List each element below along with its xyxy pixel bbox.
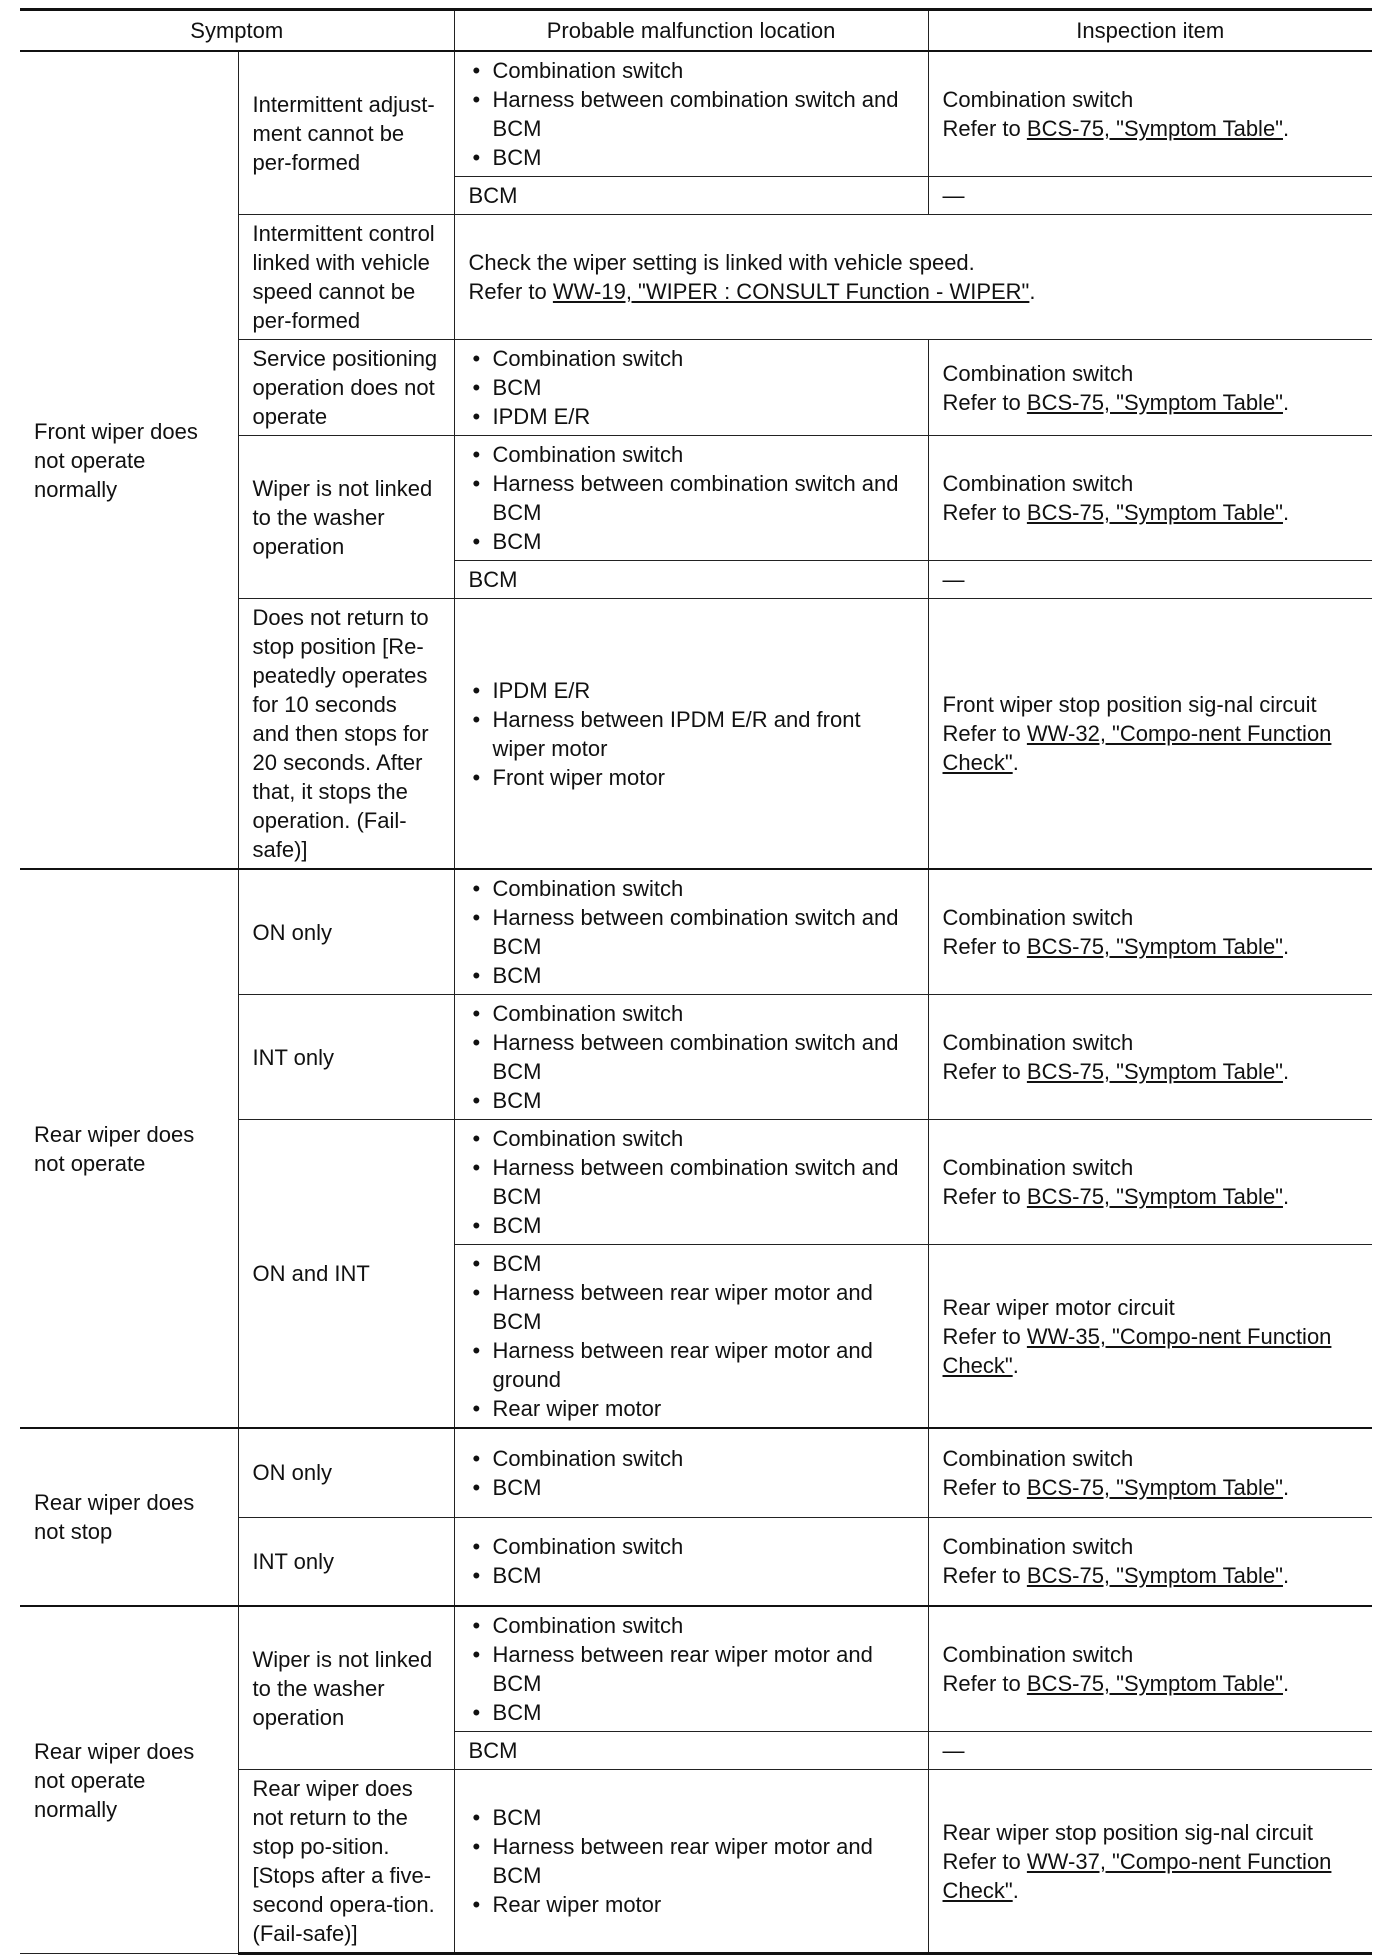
refer-to-text: Refer to — [942, 1848, 1027, 1874]
location-cell: BCM — [454, 177, 928, 215]
bcs75-link[interactable]: BCS-75, "Symptom Table" — [1026, 116, 1283, 141]
header-location: Probable malfunction location — [454, 10, 928, 52]
list-item: • BCM — [469, 1249, 914, 1278]
inspection-cell — [928, 1606, 1372, 1732]
bcs75-link[interactable]: BCS-75, "Symptom Table" — [1026, 500, 1283, 525]
location-cell — [454, 1120, 928, 1245]
refer-to-text: Refer to — [942, 500, 1027, 525]
symptom-stop-position: Does not return to stop position [Re-peatedly operates for 10 seconds and then stops for 20 seconds. After that, it stops the operation. (Fail-safe)] — [238, 599, 454, 870]
dash-cell: — — [928, 177, 1372, 215]
period-text: . — [1282, 1563, 1290, 1589]
inspection-cell — [928, 1120, 1372, 1245]
list-item: • Harness between combination switch and BCM — [469, 1028, 914, 1086]
table-row — [20, 869, 1372, 995]
list-item: • Harness between combination switch and BCM — [469, 903, 914, 961]
location-cell — [454, 1428, 928, 1517]
bcs75-link[interactable]: BCS-75, "Symptom Table" — [1026, 1474, 1283, 1500]
refer-to-text: Refer to — [942, 721, 1027, 746]
location-cell — [454, 51, 928, 177]
ww32-link[interactable]: WW-32, "Compo-nent Function Check" — [942, 721, 1332, 775]
list-item: • BCM — [469, 1561, 914, 1590]
refer-to-text: Refer to — [942, 1474, 1027, 1500]
location-cell — [454, 1770, 928, 1954]
list-item: • Combination switch — [469, 874, 914, 903]
inspection-cell — [928, 340, 1372, 436]
inspection-title: Combination switch — [942, 360, 1134, 386]
inspection-title: Combination switch — [942, 1642, 1134, 1667]
period-text: . — [1282, 934, 1290, 959]
refer-to-text: Refer to — [942, 1563, 1027, 1589]
location-cell — [454, 436, 928, 561]
group-rear-not-operate: Rear wiper does not operate — [20, 869, 238, 1428]
header-inspection: Inspection item — [928, 10, 1372, 52]
table-row — [20, 1428, 1372, 1517]
symptom-speed-linked: Intermittent control linked with vehicle speed cannot be per-formed — [238, 215, 454, 340]
list-item: • IPDM E/R — [469, 676, 914, 705]
period-text: . — [1282, 389, 1290, 415]
period-text: . — [1282, 1671, 1290, 1696]
list-item: • Combination switch — [469, 1532, 914, 1561]
list-item: • IPDM E/R — [469, 402, 914, 431]
list-item: • BCM — [469, 1698, 914, 1727]
group-rear-abnormal: Rear wiper does not operate normally — [20, 1606, 238, 1954]
location-cell — [454, 869, 928, 995]
bcs75-link[interactable]: BCS-75, "Symptom Table" — [1026, 1059, 1283, 1084]
location-cell — [454, 1245, 928, 1429]
list-item: • Harness between IPDM E/R and front wiper motor — [469, 705, 914, 763]
inspection-cell — [928, 599, 1372, 870]
symptom-on-only: ON only — [238, 1428, 454, 1517]
inspection-title: Combination switch — [942, 905, 1134, 930]
list-item: • Rear wiper motor — [469, 1394, 914, 1423]
period-text: . — [1012, 750, 1019, 775]
period-text: . — [1282, 500, 1290, 525]
bcs75-link[interactable]: BCS-75, "Symptom Table" — [1026, 1184, 1283, 1209]
inspection-title: Combination switch — [942, 1030, 1134, 1055]
dash-cell: — — [928, 561, 1372, 599]
list-item: • BCM — [469, 1803, 914, 1832]
inspection-cell — [928, 436, 1372, 561]
symptom-service-position: Service positioning operation does not operate — [238, 340, 454, 436]
list-item: • Harness between combination switch and BCM — [469, 1153, 914, 1211]
list-item: • BCM — [469, 961, 914, 990]
location-cell — [454, 340, 928, 436]
refer-to-text: Refer to — [942, 1184, 1027, 1209]
bcs75-link[interactable]: BCS-75, "Symptom Table" — [1026, 389, 1283, 415]
list-item: • Rear wiper motor — [469, 1890, 914, 1919]
inspection-cell — [928, 995, 1372, 1120]
inspection-cell — [928, 1770, 1372, 1954]
list-item: • BCM — [469, 1211, 914, 1240]
ww35-link[interactable]: WW-35, "Compo-nent Function Check" — [942, 1323, 1332, 1378]
list-item: • Combination switch — [469, 56, 914, 85]
speed-linked-check-text: Check the wiper setting is linked with vehicle speed. — [468, 250, 975, 275]
location-cell — [454, 1606, 928, 1732]
table-row — [20, 1606, 1372, 1732]
list-item: • Harness between rear wiper motor and BCM — [469, 1640, 914, 1698]
list-item: • Combination switch — [469, 999, 914, 1028]
dash-cell: — — [928, 1732, 1372, 1770]
refer-to-text: Refer to — [942, 1059, 1027, 1084]
list-item: • Combination switch — [469, 440, 914, 469]
table-row — [20, 51, 1372, 177]
list-item: • Combination switch — [469, 1611, 914, 1640]
list-item: • BCM — [469, 373, 914, 402]
header-symptom: Symptom — [20, 10, 454, 52]
refer-to-text: Refer to — [942, 116, 1027, 141]
inspection-title: Rear wiper stop position sig-nal circuit — [942, 1819, 1314, 1845]
inspection-cell — [928, 1517, 1372, 1606]
inspection-title: Combination switch — [942, 1155, 1134, 1180]
refer-to-text: Refer to — [942, 1671, 1027, 1696]
period-text: . — [1029, 279, 1036, 304]
period-text: . — [1282, 1184, 1290, 1209]
inspection-cell — [928, 869, 1372, 995]
location-cell — [454, 599, 928, 870]
location-cell: BCM — [454, 561, 928, 599]
list-item: • BCM — [469, 1473, 914, 1502]
symptom-on-and-int: ON and INT — [238, 1120, 454, 1429]
inspection-cell — [928, 51, 1372, 177]
list-item: • Harness between combination switch and BCM — [469, 469, 914, 527]
list-item: • BCM — [469, 527, 914, 556]
inspection-title: Front wiper stop position sig-nal circuit — [942, 692, 1317, 717]
list-item: • Harness between rear wiper motor and BCM — [469, 1832, 914, 1890]
symptom-washer-link: Wiper is not linked to the washer operation — [238, 436, 454, 599]
list-item: • BCM — [469, 143, 914, 172]
table-header-row — [20, 10, 1372, 52]
location-cell — [454, 995, 928, 1120]
inspection-title: Combination switch — [942, 471, 1134, 496]
list-item: • Harness between rear wiper motor and ground — [469, 1336, 914, 1394]
group-front-abnormal: Front wiper does not operate normally — [20, 51, 238, 869]
inspection-cell — [928, 1428, 1372, 1517]
speed-linked-note — [454, 215, 1372, 340]
symptom-rear-stop-return: Rear wiper does not return to the stop po-sition. [Stops after a five-second opera-tion. (Fail-safe)] — [238, 1770, 454, 1954]
refer-to-text: Refer to — [468, 279, 553, 304]
inspection-title: Rear wiper motor circuit — [942, 1294, 1175, 1320]
list-item: • Combination switch — [469, 1124, 914, 1153]
symptom-table — [20, 8, 1372, 1955]
location-cell: BCM — [454, 1732, 928, 1770]
inspection-title: Combination switch — [942, 87, 1134, 112]
period-text: . — [1282, 116, 1290, 141]
inspection-cell — [928, 1245, 1372, 1429]
symptom-intermittent-adjust: Intermittent adjust-ment cannot be per-formed — [238, 51, 454, 215]
group-rear-not-stop: Rear wiper does not stop — [20, 1428, 238, 1606]
symptom-rear-washer-link: Wiper is not linked to the washer operation — [238, 1606, 454, 1770]
refer-to-text: Refer to — [942, 389, 1027, 415]
period-text: . — [1012, 1877, 1019, 1903]
refer-to-text: Refer to — [942, 1323, 1027, 1349]
list-item: • Harness between rear wiper motor and BCM — [469, 1278, 914, 1336]
list-item: • Harness between combination switch and BCM — [469, 85, 914, 143]
ww37-link[interactable]: WW-37, "Compo-nent Function Check" — [942, 1848, 1332, 1903]
list-item: • Combination switch — [469, 1444, 914, 1473]
symptom-int-only: INT only — [238, 1517, 454, 1606]
bcs75-link[interactable]: BCS-75, "Symptom Table" — [1026, 1563, 1283, 1589]
list-item: • Combination switch — [469, 344, 914, 373]
list-item: • BCM — [469, 1086, 914, 1115]
symptom-on-only: ON only — [238, 869, 454, 995]
bcs75-link[interactable]: BCS-75, "Symptom Table" — [1026, 934, 1283, 959]
period-text: . — [1282, 1474, 1290, 1500]
inspection-title: Combination switch — [942, 1534, 1134, 1560]
refer-to-text: Refer to — [942, 934, 1027, 959]
period-text: . — [1012, 1352, 1019, 1378]
bcs75-link[interactable]: BCS-75, "Symptom Table" — [1026, 1671, 1283, 1696]
inspection-title: Combination switch — [942, 1445, 1134, 1471]
ww19-link[interactable]: WW-19, "WIPER : CONSULT Function - WIPER" — [552, 279, 1030, 304]
symptom-int-only: INT only — [238, 995, 454, 1120]
list-item: • Front wiper motor — [469, 763, 914, 792]
location-cell — [454, 1517, 928, 1606]
period-text: . — [1282, 1059, 1290, 1084]
